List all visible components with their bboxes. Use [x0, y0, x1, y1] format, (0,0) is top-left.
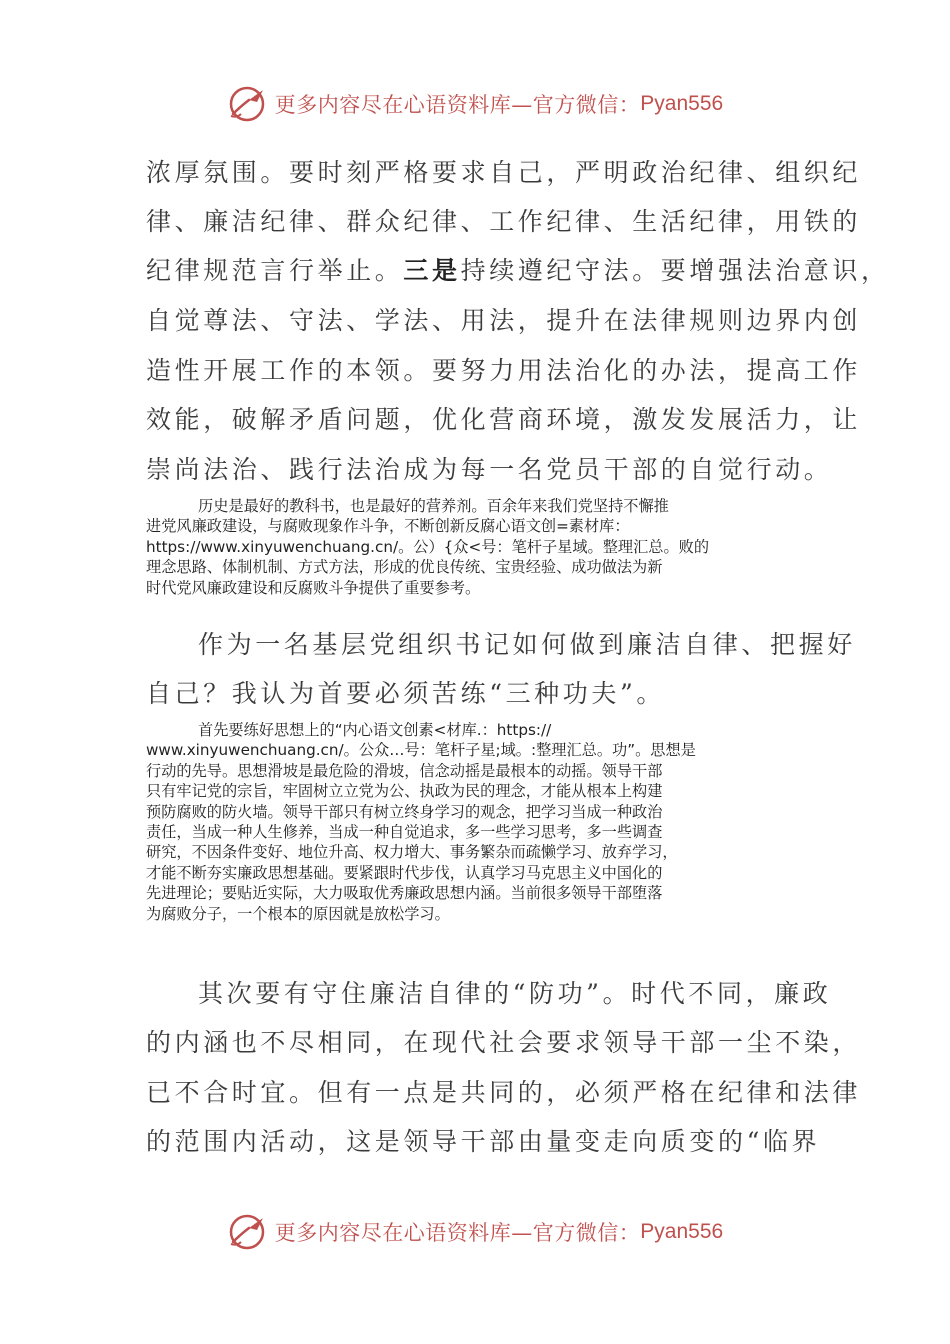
small-paragraph	[146, 720, 806, 924]
small-line: 预防腐败的防火墙。领导干部只有树立终身学习的观念，把学习当成一种政治	[146, 802, 663, 821]
small-line: 为腐败分子，一个根本的原因就是放松学习。	[146, 904, 450, 923]
small-line: 才能不断夯实廉政思想基础。要紧跟时代步伐，认真学习马克思主义中国化的	[146, 863, 663, 882]
body-line: 造性开展工作的本领。要努力用法治化的办法，提高工作	[146, 356, 862, 385]
small-line: 只有牢记党的宗旨，牢固树立立党为公、执政为民的理念，才能从根本上构建	[146, 782, 663, 801]
body-line	[146, 630, 856, 660]
small-line: 历史是最好的教科书，也是最好的营养剂。百余年来我们党坚持不懈推	[198, 497, 669, 515]
body-line	[146, 979, 832, 1009]
body-text: 纪律规范言行举止。	[146, 256, 404, 285]
footer-wechat-id: Pyan556	[640, 1220, 724, 1243]
body-line: 的内涵也不尽相同，在现代社会要求领导干部一尘不染，	[146, 1028, 862, 1057]
small-line: 行动的先导。思想滑坡是最危险的滑坡，信念动摇是最根本的动摇。领导干部	[146, 761, 663, 780]
body-line: 浓厚氛围。要时刻严格要求自己，严明政治纪律、组织纪	[146, 158, 862, 187]
header-banner	[0, 82, 950, 126]
small-line: https://www.xinyuwenchuang.cn/。公）{众<号：笔杆子星域。整理汇总。败的	[146, 537, 710, 556]
body-line	[146, 256, 890, 286]
header-site-text: 更多内容尽在心语资料库—官方微信：	[274, 93, 641, 117]
body-line: 自觉尊法、守法、学法、用法，提升在法律规则边界内创	[146, 306, 862, 335]
pen-logo-icon	[227, 1212, 267, 1252]
small-line: 研究，不因条件变好、地位升高、权力增大、事务繁杂而疏懒学习、放弃学习，	[146, 843, 678, 862]
body-line: 崇尚法治、践行法治成为每一名党员干部的自觉行动。	[146, 455, 833, 484]
small-line: 首先要练好思想上的“内心语文创素<材库.：https://	[198, 721, 552, 739]
small-line: 先进理论；要贴近实际，大力吸取优秀廉政思想内涵。当前很多领导干部堕落	[146, 884, 663, 903]
body-line: 自己？我认为首要必须苦练“三种功夫”。	[146, 679, 665, 708]
small-line: 责任，当成一种人生修养，当成一种自觉追求，多一些学习思考，多一些调查	[146, 823, 663, 842]
body-line: 已不合时宜。但有一点是共同的，必须严格在纪律和法律	[146, 1078, 862, 1107]
small-line: 时代党风廉政建设和反腐败斗争提供了重要参考。	[146, 578, 481, 597]
small-line: 理念思路、体制机制、方式方法，形成的优良传统、宝贵经验、成功做法为新	[146, 558, 663, 577]
pen-logo-icon	[227, 84, 267, 124]
body-line: 律、廉洁纪律、群众纪律、工作纪律、生活纪律，用铁的	[146, 207, 862, 236]
footer-site-text: 更多内容尽在心语资料库—官方微信：	[274, 1221, 641, 1245]
header-wechat-id: Pyan556	[640, 92, 724, 115]
bold-heading-text: 三是	[403, 256, 461, 285]
body-line: 效能，破解矛盾问题，优化营商环境，激发发展活力，让	[146, 405, 862, 434]
body-text: 作为一名基层党组织书记如何做到廉洁自律、把握好	[198, 630, 856, 659]
body-text: 其次要有守住廉洁自律的“防功”。时代不同，廉政	[198, 979, 832, 1008]
small-paragraph	[146, 496, 806, 598]
body-line: 的范围内活动，这是领导干部由量变走向质变的“临界	[146, 1127, 821, 1156]
small-line: 进党风廉政建设，与腐败现象作斗争，不断创新反腐心语文创=素材库：	[146, 517, 630, 536]
small-line: www.xinyuwenchuang.cn/。公众…号：笔杆子星;域。:整理汇总。功”。思想是	[146, 741, 696, 760]
footer-banner	[0, 1210, 950, 1254]
body-text: 持续遵纪守法。要增强法治意识，	[460, 256, 890, 285]
